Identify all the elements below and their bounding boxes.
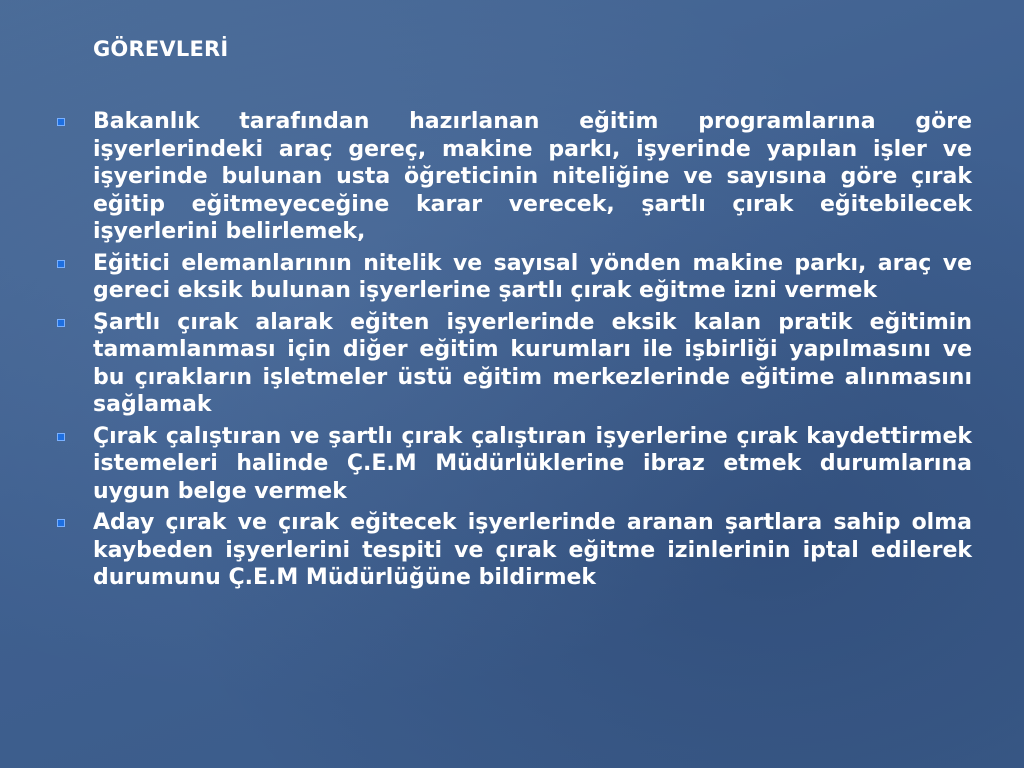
bullet-square-icon [57, 118, 65, 126]
bullet-list [54, 108, 972, 596]
bullet-text: Şartlı çırak alarak eğiten işyerlerinde eksik kalan pratik eğitimin tamamlanması için diğer eğitim kurumları ile işbirliği yapılmasını ve bu çırakların işletmeler üstü eğitim merkezlerinde eğitime alınmasını sağlamak [93, 309, 972, 417]
bullet-text: Bakanlık tarafından hazırlanan eğitim programlarına göre işyerlerindeki araç gereç, makine parkı, işyerinde yapılan işler ve işyerinde bulunan usta öğreticinin niteliğine ve sayısına göre çırak eğitip eğitmeyeceğine karar verecek, şartlı çırak eğitebilecek işyerlerini belirlemek, [93, 109, 972, 244]
bullet-square-icon [57, 260, 65, 268]
bullet-item [54, 250, 972, 305]
slide-title: GÖREVLERİ [93, 37, 229, 61]
bullet-square-icon [57, 319, 65, 327]
bullet-text: Çırak çalıştıran ve şartlı çırak çalıştıran işyerlerine çırak kaydettirmek istemeleri halinde Ç.E.M Müdürlüklerine ibraz etmek durumlarına uygun belge vermek [93, 423, 972, 504]
bullet-item [54, 423, 972, 506]
bullet-square-icon [57, 519, 65, 527]
bullet-text: Eğitici elemanlarının nitelik ve sayısal yönden makine parkı, araç ve gereci eksik bulunan işyerlerine şartlı çırak eğitme izni vermek [93, 250, 972, 303]
bullet-item [54, 108, 972, 246]
bullet-square-icon [57, 433, 65, 441]
bullet-item [54, 509, 972, 592]
bullet-item [54, 309, 972, 419]
bullet-text: Aday çırak ve çırak eğitecek işyerlerinde aranan şartlara sahip olma kaybeden işyerlerini tespiti ve çırak eğitme izinlerinin iptal edilerek durumunu Ç.E.M Müdürlüğüne bildirmek [93, 510, 972, 590]
